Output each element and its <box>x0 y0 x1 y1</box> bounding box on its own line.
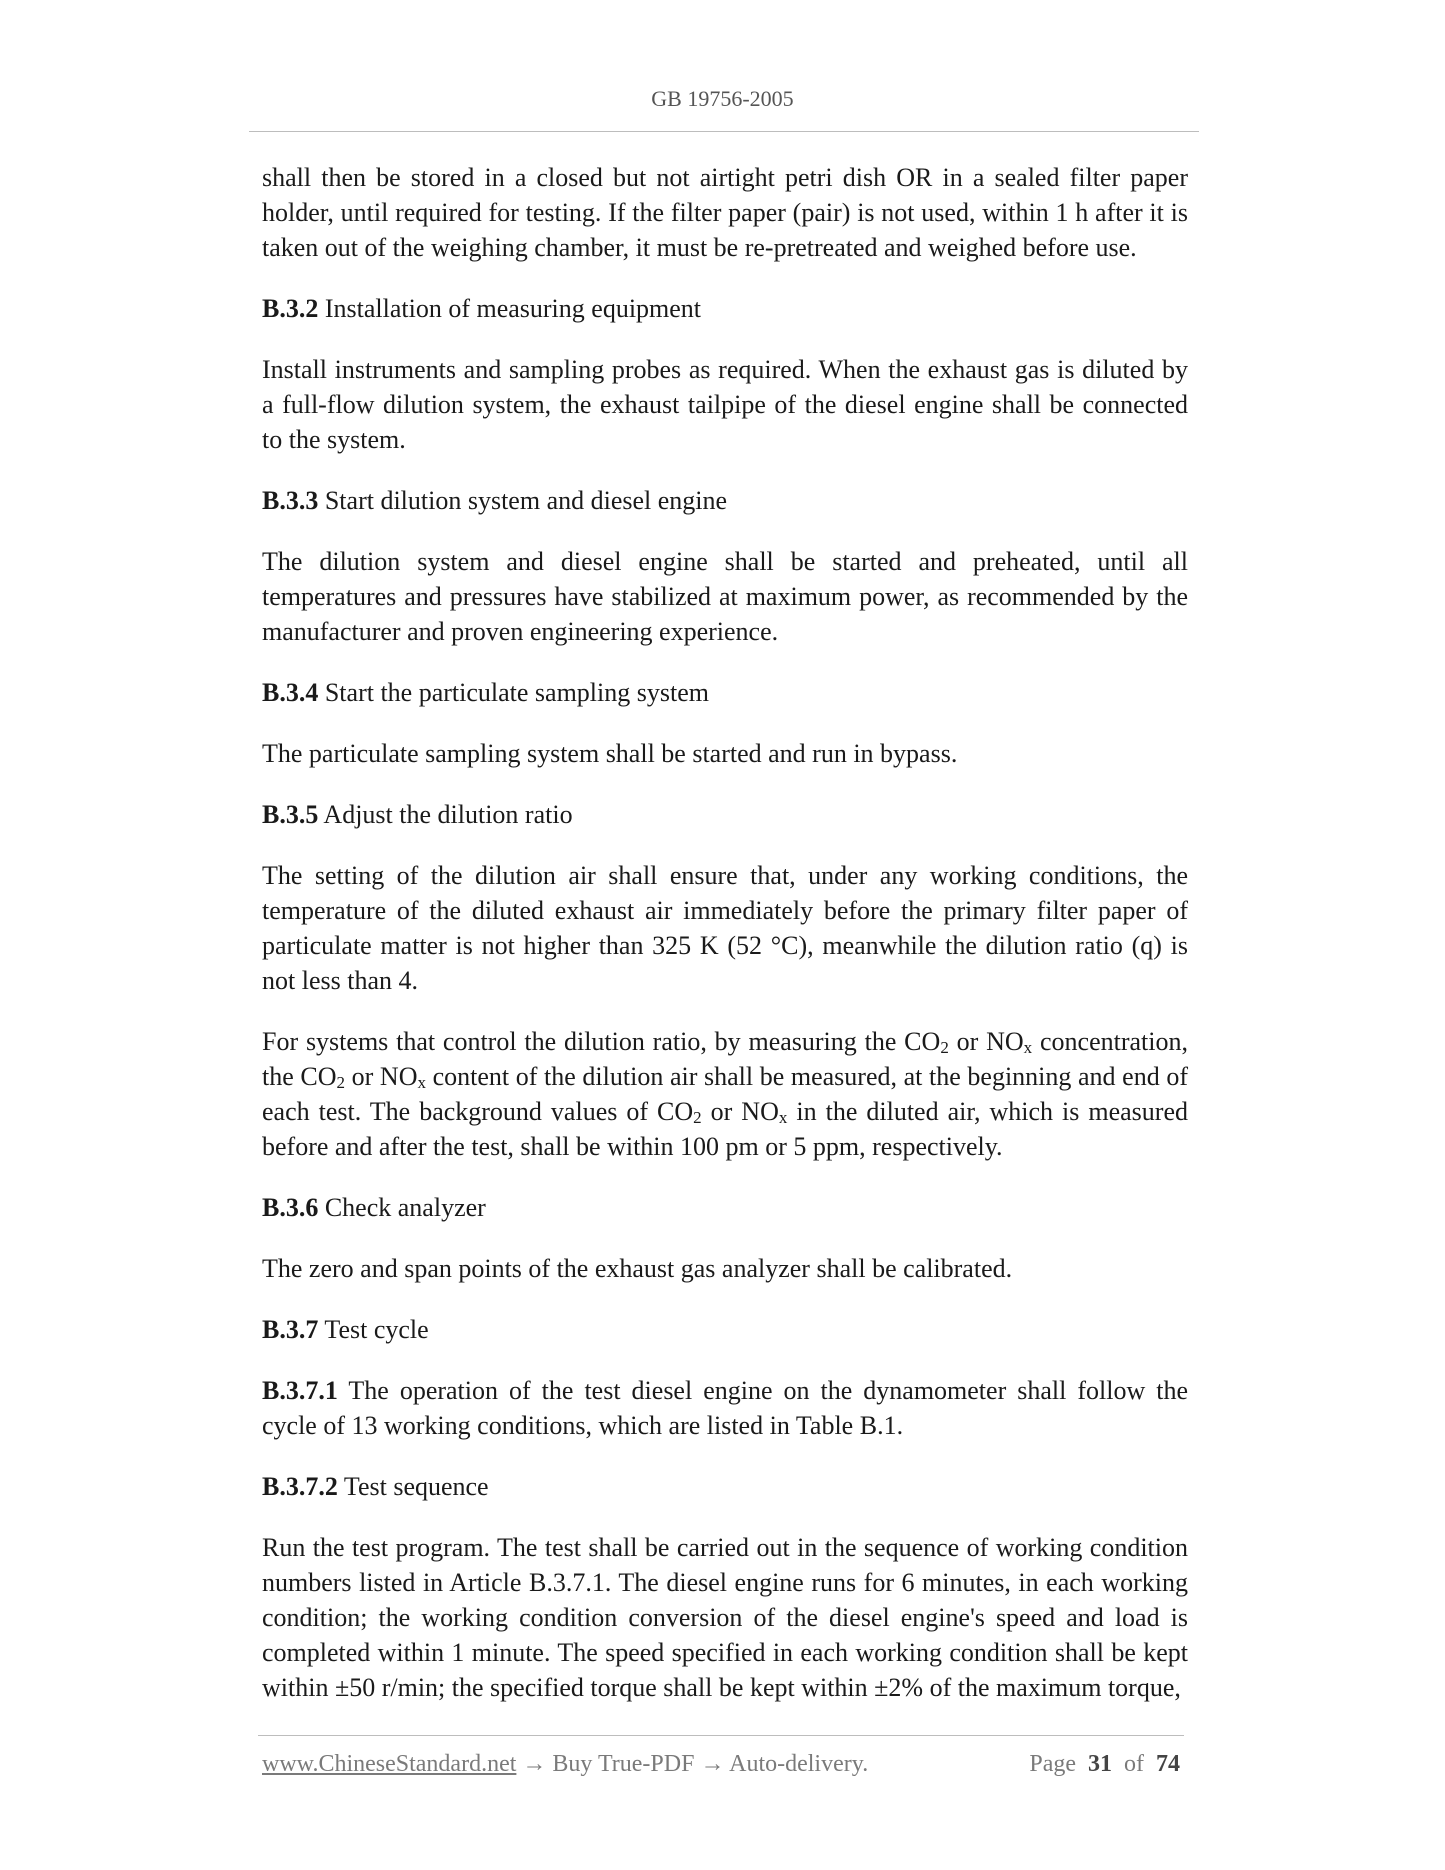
section-title: Start the particulate sampling system <box>324 678 709 707</box>
page-label: Page <box>1029 1751 1076 1777</box>
subscript: 2 <box>336 1073 346 1092</box>
paragraph-b371 <box>262 1373 1188 1443</box>
section-heading-b372 <box>262 1469 1188 1504</box>
header-divider <box>249 131 1199 132</box>
paragraph-b34: The particulate sampling system shall be started and run in bypass. <box>262 739 958 768</box>
section-title: Adjust the dilution ratio <box>323 800 573 829</box>
section-heading-b36 <box>262 1190 1188 1225</box>
page-footer <box>262 1751 1180 1778</box>
text-run: or NO <box>345 1062 418 1091</box>
section-number: B.3.3 <box>262 486 319 515</box>
footer-promo <box>262 1751 868 1778</box>
section-number: B.3.7 <box>262 1315 319 1344</box>
section-heading-b35 <box>262 797 1188 832</box>
section-title: Test sequence <box>343 1472 489 1501</box>
text-run: concentration, the CO <box>262 1027 1188 1091</box>
section-number: B.3.2 <box>262 294 319 323</box>
section-heading-b37 <box>262 1312 1188 1347</box>
section-heading-b32 <box>262 291 1188 326</box>
section-number: B.3.4 <box>262 678 319 707</box>
subscript: 2 <box>693 1108 702 1127</box>
paragraph-continuation: shall then be stored in a closed but not airtight petri dish OR in a sealed filter paper holder, until required for testing. If the filter paper (pair) is not used, within 1 h after it is taken out of the weighing chamber, it must be re-pretreated and weighed before use. <box>262 163 1188 262</box>
text-run: or NO <box>701 1097 779 1126</box>
section-title: Start dilution system and diesel engine <box>324 486 728 515</box>
subscript: x <box>778 1108 788 1127</box>
section-number: B.3.7.2 <box>262 1472 338 1501</box>
page-current: 31 <box>1088 1751 1112 1777</box>
page-total: 74 <box>1156 1751 1180 1777</box>
section-title: Check analyzer <box>324 1193 486 1222</box>
section-number: B.3.6 <box>262 1193 319 1222</box>
subscript: x <box>417 1073 426 1092</box>
subscript: 2 <box>940 1038 949 1057</box>
subscript: x <box>1023 1038 1033 1057</box>
page-of-label: of <box>1124 1751 1144 1777</box>
paragraph-b35-dilution-air: The setting of the dilution air shall ensure that, under any working conditions, the temperature of the diluted exhaust air immediately before the primary filter paper of particulate matter is not higher than 325 K (52 °C), meanwhile the dilution ratio (q) is not less than 4. <box>262 861 1188 995</box>
section-title: Test cycle <box>324 1315 429 1344</box>
paragraph-b32: Install instruments and sampling probes as required. When the exhaust gas is diluted by a full-flow dilution system, the exhaust tailpipe of the diesel engine shall be connected to the system. <box>262 355 1188 454</box>
paragraph-b36: The zero and span points of the exhaust gas analyzer shall be calibrated. <box>262 1254 1013 1283</box>
page-header: GB 19756-2005 <box>651 86 794 111</box>
paragraph-b35-background-values <box>262 1024 1188 1164</box>
text-run: or NO <box>948 1027 1024 1056</box>
document-body <box>262 160 1188 1731</box>
footer-divider <box>258 1735 1184 1736</box>
text-run: For systems that control the dilution ratio, by measuring the CO <box>262 1027 941 1056</box>
section-number: B.3.5 <box>262 800 319 829</box>
section-title: Installation of measuring equipment <box>324 294 702 323</box>
promo-text: → Buy True-PDF → Auto-delivery. <box>516 1751 869 1777</box>
site-link[interactable]: www.ChineseStandard.net <box>262 1751 517 1777</box>
text-run: content of the dilution air shall be measured, at the beginning and end of each test. The background values of CO <box>262 1062 1188 1126</box>
section-heading-b34 <box>262 675 1188 710</box>
section-heading-b33 <box>262 483 1188 518</box>
paragraph-b33: The dilution system and diesel engine shall be started and preheated, until all temperatures and pressures have stabilized at maximum power, as recommended by the manufacturer and proven engineering experience. <box>262 547 1188 646</box>
paragraph-b372: Run the test program. The test shall be carried out in the sequence of working condition numbers listed in Article B.3.7.1. The diesel engine runs for 6 minutes, in each working condition; the working condition conversion of the diesel engine's speed and load is completed within 1 minute. The speed specified in each working condition shall be kept within ±50 r/min; the specified torque shall be kept within ±2% of the maximum torque, <box>262 1533 1188 1702</box>
page-indicator <box>1029 1751 1180 1778</box>
text-run: in the diluted air, which is measured before and after the test, shall be within 100 pm or 5 ppm, respectively. <box>262 1097 1188 1161</box>
section-number: B.3.7.1 <box>262 1376 338 1405</box>
paragraph-text: The operation of the test diesel engine on the dynamometer shall follow the cycle of 13 working conditions, which are listed in Table B.1. <box>262 1376 1188 1440</box>
